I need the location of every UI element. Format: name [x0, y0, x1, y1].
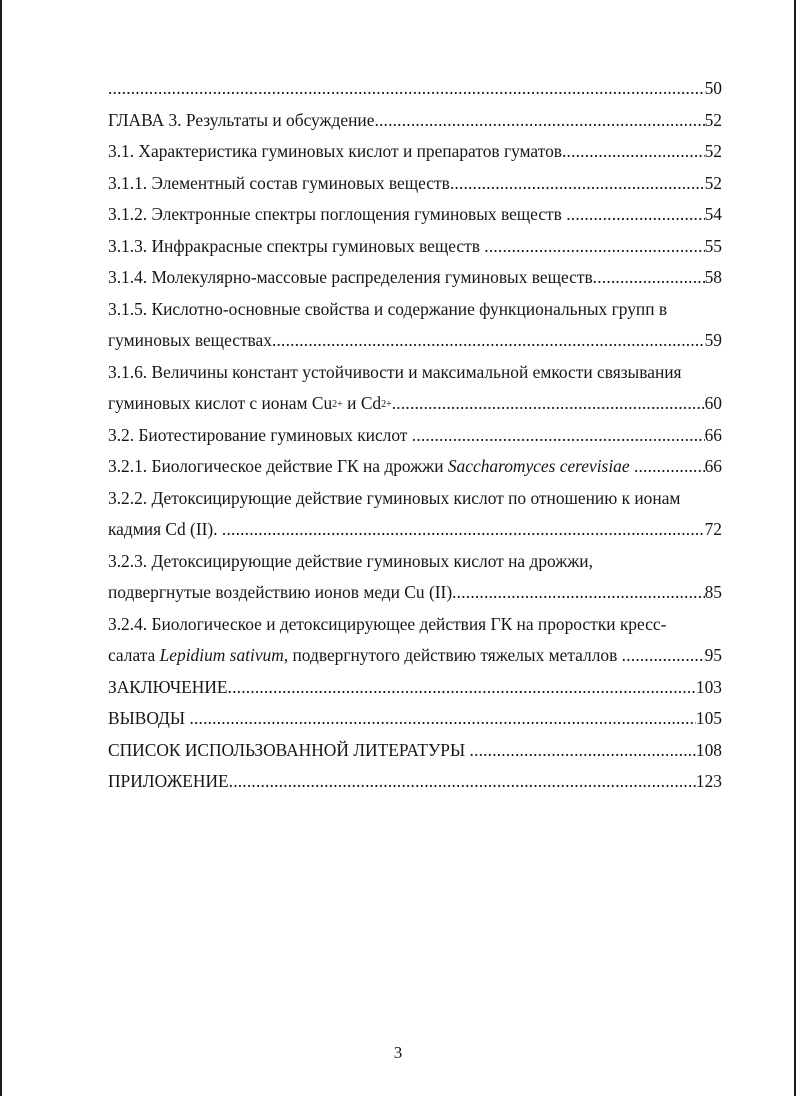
dot-leader: [272, 325, 705, 357]
toc-entry-italic-text: Saccharomyces cerevisiae: [447, 456, 630, 476]
toc-page-number: 54: [704, 204, 722, 224]
toc-page-number: 85: [704, 582, 722, 602]
toc-page-number: 52: [704, 109, 722, 130]
toc-page-number: 95: [704, 645, 722, 665]
toc-entry-text: 3.1.4. Молекулярно-массовые распределения гуминовых веществ: [108, 267, 593, 287]
dot-leader: [392, 388, 705, 420]
toc-page-number: 50: [704, 78, 722, 98]
toc-entry-text: гуминовых веществах: [108, 330, 272, 350]
toc-page-number: 66: [704, 424, 722, 445]
toc-entry: [108, 546, 722, 578]
dot-leader: [222, 514, 705, 546]
toc-page-number: 59: [704, 330, 722, 350]
toc-entry: [108, 231, 722, 263]
toc-entry: [108, 766, 722, 798]
toc-page-number: 55: [704, 235, 722, 256]
toc-entry: [108, 451, 722, 483]
toc-entry-text: 3.2.2. Детоксицирующие действие гуминовых кислот по отношению к ионам: [108, 487, 681, 508]
dot-leader: [622, 640, 705, 672]
toc-page-number: 60: [704, 393, 722, 413]
toc-entry-italic-text: Lepidium sativum: [159, 645, 284, 665]
dot-leader: [412, 420, 705, 452]
toc-entry: [108, 294, 722, 326]
toc-page-number: 52: [704, 172, 722, 193]
toc-entry-text: ЗАКЛЮЧЕНИЕ: [108, 676, 228, 697]
toc-entry: [108, 577, 722, 609]
scan-edge-left: [0, 0, 2, 1096]
toc-entry: [108, 420, 722, 452]
toc-entry-text: 3.1. Характеристика гуминовых кислот и препаратов гуматов: [108, 141, 562, 161]
toc-entry-text: и Cd: [342, 393, 382, 413]
toc-entry-text: кадмия Cd (II).: [108, 519, 222, 539]
dot-leader: [452, 577, 704, 609]
dot-leader: [634, 451, 705, 483]
toc-entry: [108, 735, 722, 767]
toc-entry: [108, 136, 722, 168]
dot-leader: [566, 199, 704, 231]
toc-page-number: 108: [695, 739, 722, 760]
toc-entry: [108, 640, 722, 672]
toc-entry: [108, 514, 722, 546]
toc-entry-text: 3.1.6. Величины констант устойчивости и максимальной емкости связывания: [108, 361, 682, 382]
table-of-contents: [108, 73, 722, 798]
toc-entry: [108, 703, 722, 735]
toc-entry: [108, 672, 722, 704]
toc-entry: [108, 168, 722, 200]
toc-entry-text: 3.2.3. Детоксицирующие действие гуминовых кислот на дрожжи,: [108, 550, 593, 571]
dot-leader: [228, 672, 696, 704]
toc-entry: [108, 262, 722, 294]
toc-entry: [108, 199, 722, 231]
dot-leader: [469, 735, 695, 767]
toc-entry-text: , подвергнутого действию тяжелых металлов: [283, 645, 622, 665]
toc-entry: [108, 325, 722, 357]
toc-entry-text: подвергнутые воздействию ионов меди Cu (II): [108, 582, 453, 602]
dot-leader: [562, 136, 705, 168]
toc-page-number: 105: [695, 708, 722, 728]
dot-leader: [108, 73, 705, 105]
toc-page-number: 58: [704, 267, 722, 287]
toc-entry: [108, 73, 722, 105]
toc-entry-text: 3.2. Биотестирование гуминовых кислот: [108, 424, 412, 445]
toc-entry-text: гуминовых кислот с ионам Cu: [108, 393, 333, 413]
toc-entry: [108, 609, 722, 641]
dot-leader: [593, 262, 705, 294]
toc-entry-text: ВЫВОДЫ: [108, 708, 190, 728]
toc-entry-text: 3.1.3. Инфракрасные спектры гуминовых веществ: [108, 235, 485, 256]
toc-entry-text: СПИСОК ИСПОЛЬЗОВАННОЙ ЛИТЕРАТУРЫ: [108, 739, 470, 760]
toc-entry-text: 3.1.5. Кислотно-основные свойства и содержание функциональных групп в: [108, 298, 668, 319]
toc-page-number: 72: [704, 519, 722, 539]
page-number: 3: [393, 1043, 403, 1062]
dot-leader: [484, 231, 704, 263]
toc-entry: [108, 105, 722, 137]
toc-page-number: 103: [695, 676, 722, 697]
dot-leader: [189, 703, 695, 735]
toc-entry-text: салата: [108, 645, 160, 665]
toc-entry: [108, 357, 722, 389]
toc-entry: [108, 483, 722, 515]
toc-entry-text: 3.2.4. Биологическое и детоксицирующее действия ГК на проростки кресс-: [108, 613, 667, 634]
dot-leader: [450, 168, 705, 200]
toc-entry-text: 3.1.2. Электронные спектры поглощения гуминовых веществ: [108, 204, 567, 224]
dot-leader: [229, 766, 696, 798]
toc-page-number: 123: [695, 771, 722, 791]
toc-entry-text: ПРИЛОЖЕНИЕ: [108, 771, 229, 791]
toc-entry-text: ГЛАВА 3. Результаты и обсуждение: [108, 109, 375, 130]
toc-page-number: 52: [704, 141, 722, 161]
toc-entry-text: 3.2.1. Биологическое действие ГК на дрожжи: [108, 456, 448, 476]
toc-page-number: 66: [704, 456, 722, 476]
toc-entry: гуминовых кислот с ионам Cu $^{2+}$ и Cd $^{2+}$ ..... 60: [108, 388, 722, 420]
toc-entry-text: 3.1.1. Элементный состав гуминовых веществ: [108, 172, 450, 193]
dot-leader: [374, 105, 704, 137]
